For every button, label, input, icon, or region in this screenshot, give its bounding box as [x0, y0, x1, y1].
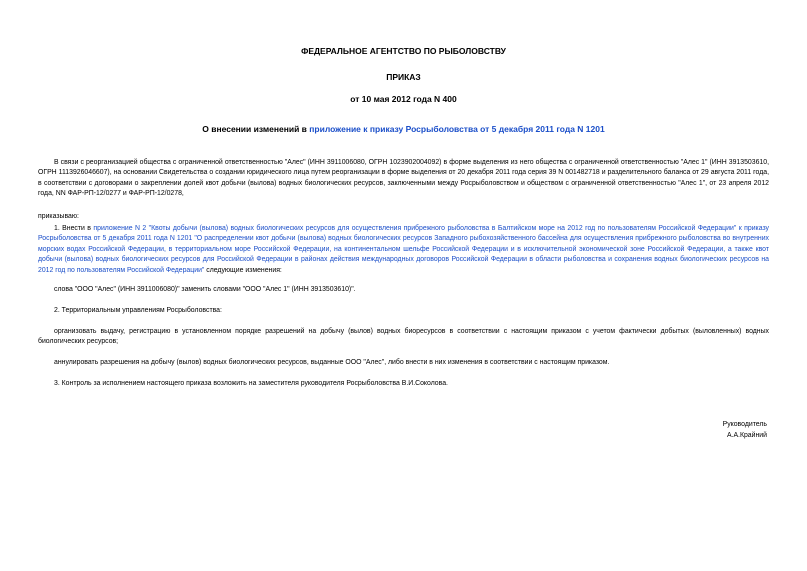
date-number-heading: от 10 мая 2012 года N 400: [350, 94, 457, 104]
document-subject: [0, 124, 807, 134]
annul-permits-paragraph: аннулировать разрешения на добычу (вылов) водных биологических ресурсов, выданные ООО "Алес", либо внести в них изменения в соответствии с настоящим приказом.: [54, 359, 610, 366]
order-word: приказываю:: [38, 213, 79, 220]
clause-1-paragraph: [38, 224, 769, 276]
clause-2-paragraph: 2. Территориальным управлениям Росрыболовства:: [54, 307, 222, 314]
document-type-heading: ПРИКАЗ: [386, 72, 421, 82]
clause-1-suffix: следующие изменения:: [204, 266, 282, 274]
appendix-link[interactable]: приложение N 2 "Квоты добычи (вылова) водных биологических ресурсов для осуществления прибрежного рыболовства в Балтийском море на 2012 год по пользователям Российской Федерации" к приказу Росрыболовства от 5 декабря 2011 года N 1201 "О распределении квот добычи (вылова) водных биологических ресурсов Западного рыбохозяйственного бассейна для осуществления прибрежного рыболовства во внутренних морских водах Российской Федерации, в территориальном море Российской Федерации, на континентальном шельфе Российской Федерации и в исключительной экономической зоне Российской Федерации, а также квот добычи (вылова) водных биологических ресурсов для Российской Федерации в районах действия международных договоров Российской Федерации в области рыболовства и сохранения водных биологических ресурсов на 2012 год по пользователям Российской Федерации": [38, 225, 769, 274]
organize-issuance-paragraph: организовать выдачу, регистрацию в установленном порядке разрешений на добычу (вылов) водных биоресурсов в соответствии с настоящим приказом с учетом фактически добытых (выловленных) водных биологических ресурсов;: [38, 328, 769, 346]
subject-link[interactable]: приложение к приказу Росрыболовства от 5 декабря 2011 года N 1201: [309, 124, 605, 134]
signatory-title: Руководитель: [722, 421, 767, 428]
signatory-name: А.А.Крайний: [726, 432, 767, 439]
agency-heading: ФЕДЕРАЛЬНОЕ АГЕНТСТВО ПО РЫБОЛОВСТВУ: [301, 46, 506, 56]
clause-1-prefix: 1. Внести в: [54, 225, 94, 232]
replacement-paragraph: слова "ООО "Алес" (ИНН 3911006080)" заменить словами "ООО "Алес 1" (ИНН 3913503610)".: [54, 286, 356, 293]
preamble-paragraph: В связи с реорганизацией общества с ограниченной ответственностью "Алес" (ИНН 3911006080, ОГРН 1023902004092) в форме выделения из него общества с ограниченной ответственностью "Алес 1" (ИНН 3913503610, ОГРН 1113926046607), на основании Свидетельства о создании юридического лица путем реорганизации в форме выделения от 20 декабря 2011 года серия 39 N 001482718 и разделительного баланса от 29 августа 2011 года, в соответствии с договорами о закреплении долей квот добычи (вылова) водных биологических ресурсов, заключенными между Росрыболовством и обществом с ограниченной ответственностью "Алес 1", от 23 апреля 2012 года, NN ФАР-РП-12/0277 и ФАР-РП-12/0278,: [38, 159, 769, 198]
subject-prefix: О внесении изменений в: [202, 124, 310, 134]
clause-3-paragraph: 3. Контроль за исполнением настоящего приказа возложить на заместителя руководителя Росрыболовства В.И.Соколова.: [54, 380, 448, 387]
